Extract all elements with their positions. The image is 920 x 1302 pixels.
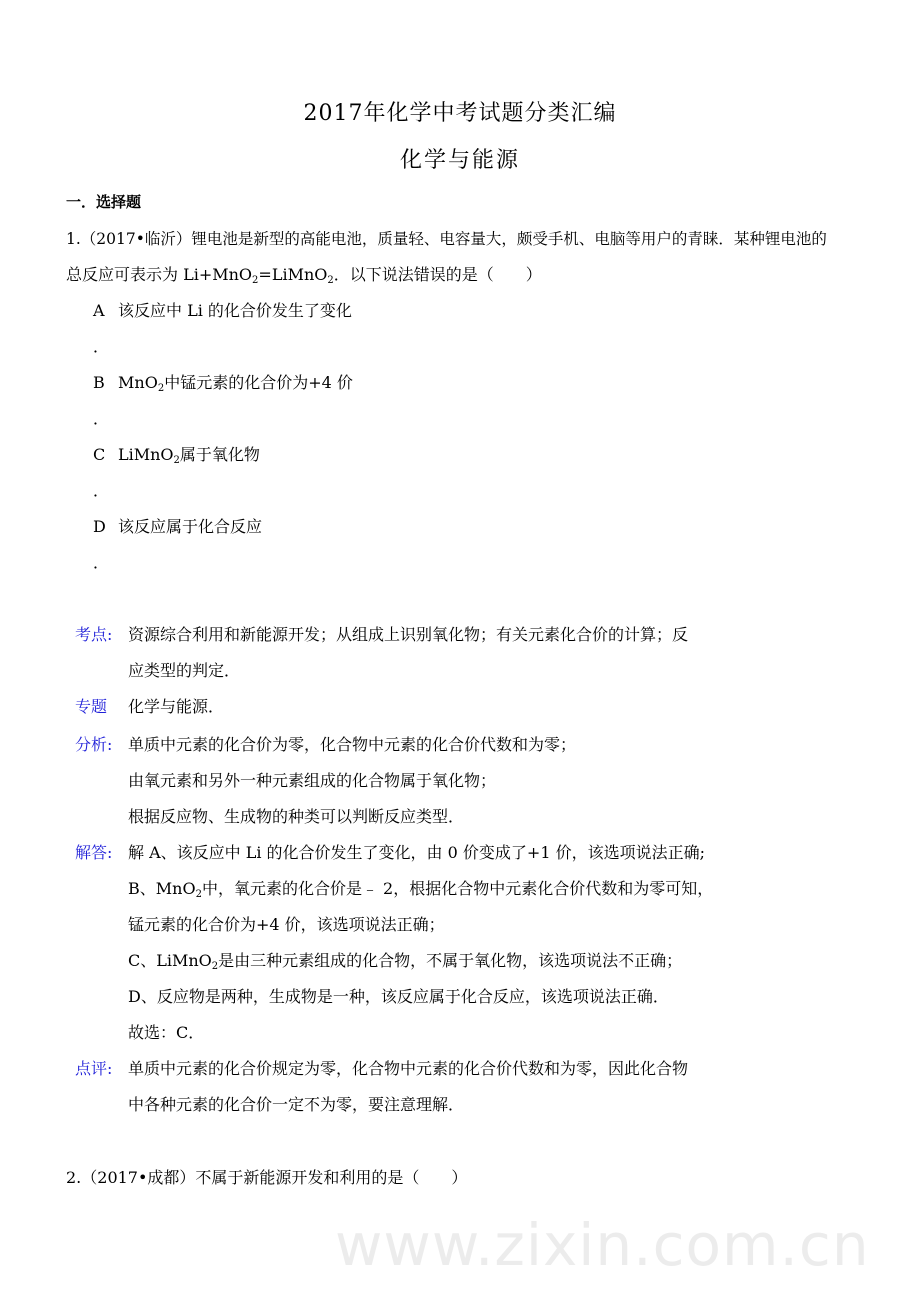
option-letter: A [93, 301, 105, 320]
option-text: LiMnO$_2$属于氧化物 [118, 445, 260, 466]
option-text: MnO$_2$中锰元素的化合价为+4 价 [118, 373, 353, 394]
option-dot: ． [93, 481, 110, 500]
dianping-line: 中各种元素的化合价一定不为零，要注意理解． [128, 1095, 465, 1114]
fenxi-line: 由氧元素和另外一种元素组成的化合物属于氧化物； [128, 771, 497, 790]
option-text: 该反应属于化合反应 [118, 517, 263, 536]
fenxi-line: 根据反应物、生成物的种类可以判断反应类型． [128, 807, 465, 826]
page-title: 2017年化学中考试题分类汇编 [303, 101, 617, 126]
option-dot: ． [93, 553, 110, 572]
jieda-line: 解 A、该反应中 Li 的化合价发生了变化，由 0 价变成了+1 价，该选项说法正确; [128, 843, 705, 862]
section-heading: 一．选择题 [66, 193, 142, 211]
fenxi-label: 分析: [75, 735, 113, 754]
option-letter: B [93, 373, 105, 392]
jieda-line: 锰元素的化合价为+4 价，该选项说法正确； [128, 915, 445, 934]
option-letter: D [93, 517, 106, 536]
kaodian-line: 应类型的判定． [128, 661, 241, 680]
jieda-label: 解答: [75, 843, 113, 862]
fenxi-line: 单质中元素的化合价为零，化合物中元素的化合价代数和为零； [128, 735, 577, 754]
dianping-label: 点评: [75, 1059, 113, 1078]
jieda-line: B、MnO$_2$中，氧元素的化合价是﹣ 2，根据化合物中元素化合价代数和为零可知， [128, 879, 714, 900]
page-subtitle: 化学与能源 [399, 148, 520, 173]
q2-stem: 2.（2017•成都）不属于新能源开发和利用的是（ ） [66, 1168, 468, 1187]
option-dot: ． [93, 337, 110, 356]
option-text: 该反应中 Li 的化合价发生了变化 [118, 301, 352, 320]
kaodian-label: 考点: [75, 625, 113, 644]
zhuanti-label: 专题 [75, 697, 108, 716]
jieda-line: 故选：C． [128, 1023, 205, 1042]
option-dot: ． [93, 409, 110, 428]
option-letter: C [93, 445, 106, 464]
watermark: www.zixin.com.cn [335, 1211, 870, 1279]
dianping-line: 单质中元素的化合价规定为零，化合物中元素的化合价代数和为零，因此化合物 [128, 1059, 689, 1078]
jieda-line: C、LiMnO$_2$是由三种元素组成的化合物，不属于氧化物，该选项说法不正确； [128, 951, 683, 972]
kaodian-line: 资源综合利用和新能源开发；从组成上识别氧化物；有关元素化合价的计算；反 [128, 625, 689, 644]
jieda-line: D、反应物是两种，生成物是一种，该反应属于化合反应，该选项说法正确． [128, 987, 669, 1006]
q1-stem-line1: 1.（2017•临沂）锂电池是新型的高能电池，质量轻、电容量大，颇受手机、电脑等用户的青睐．某种锂电池的 [66, 230, 827, 248]
q1-stem-line2: 总反应可表示为 Li+MnO$_2$=LiMnO$_2$．以下说法错误的是（ ） [66, 265, 542, 286]
zhuanti-text: 化学与能源． [128, 697, 225, 716]
